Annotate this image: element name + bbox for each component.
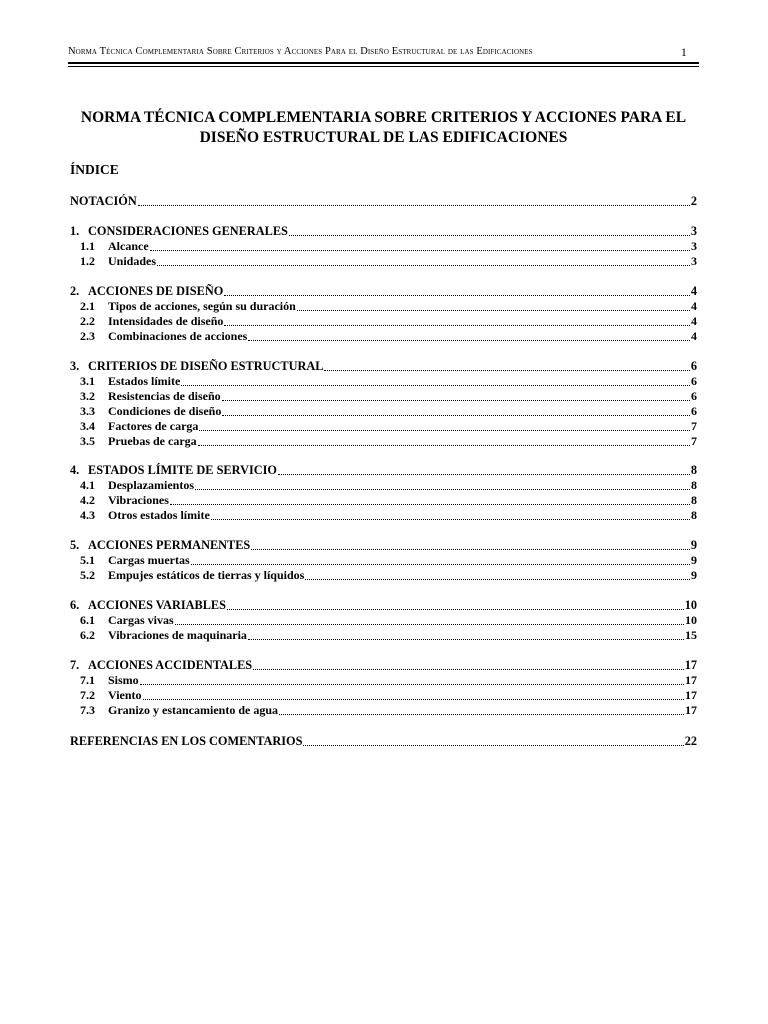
toc-leader-dots <box>253 658 684 670</box>
toc-entry-label: Cargas muertas <box>108 553 190 567</box>
toc-entry-label: ACCIONES VARIABLES <box>88 598 226 612</box>
toc-entry-number: 3.5 <box>80 434 95 448</box>
toc-entry-page: 7 <box>691 434 697 448</box>
toc-entry-page: 10 <box>684 598 697 612</box>
toc-entry-label: ACCIONES ACCIDENTALES <box>88 658 253 672</box>
toc-entry-page: 8 <box>691 508 697 522</box>
toc-entry-label: Otros estados límite <box>108 508 210 522</box>
toc-entry-label: Granizo y estancamiento de agua <box>108 703 278 717</box>
toc-entry-s6-2[interactable] <box>70 628 697 643</box>
toc-entry-s7-1[interactable] <box>70 673 697 688</box>
toc-entry-label: Resistencias de diseño <box>108 389 221 403</box>
toc-leader-dots <box>224 314 690 326</box>
toc-entry-number: 1.2 <box>80 254 95 268</box>
toc-entry-label: REFERENCIAS EN LOS COMENTARIOS <box>70 734 303 748</box>
toc-entry-s3[interactable] <box>70 359 697 374</box>
toc-entry-s5[interactable] <box>70 538 697 553</box>
toc-entry-page: 15 <box>685 628 697 642</box>
toc-entry-s7[interactable] <box>70 658 697 673</box>
toc-entry-number: 6.2 <box>80 628 95 642</box>
toc-entry-label: ESTADOS LÍMITE DE SERVICIO <box>88 463 277 477</box>
toc-entry-number: 2.3 <box>80 329 95 343</box>
toc-entry-s3-2[interactable] <box>70 389 697 404</box>
toc-entry-number: 3.2 <box>80 389 95 403</box>
toc-leader-dots <box>143 688 684 700</box>
toc-entry-s6-1[interactable] <box>70 613 697 628</box>
toc-entry-page: 7 <box>691 419 697 433</box>
toc-entry-page: 10 <box>685 613 697 627</box>
toc-leader-dots <box>157 254 690 266</box>
toc-entry-label: Desplazamientos <box>108 478 194 492</box>
toc-entry-label: Condiciones de diseño <box>108 404 222 418</box>
toc-leader-dots <box>198 434 690 446</box>
toc-entry-page: 3 <box>690 224 697 238</box>
toc-entry-number: 3. <box>70 359 80 373</box>
toc-entry-number: 7.1 <box>80 673 95 687</box>
document-title-line-1: NORMA TÉCNICA COMPLEMENTARIA SOBRE CRITERIOS Y ACCIONES PARA EL <box>80 109 687 126</box>
toc-leader-dots <box>170 493 690 505</box>
toc-leader-dots <box>227 598 684 610</box>
toc-entry-number: 1. <box>70 224 80 238</box>
toc-leader-dots <box>140 673 684 685</box>
toc-entry-label: Factores de carga <box>108 419 199 433</box>
toc-entry-label: Pruebas de carga <box>108 434 197 448</box>
toc-leader-dots <box>195 478 690 490</box>
toc-entry-label: Unidades <box>108 254 157 268</box>
toc-leader-dots <box>181 374 690 386</box>
toc-entry-s3-4[interactable] <box>70 419 697 434</box>
running-header <box>68 44 699 62</box>
toc-leader-dots <box>224 284 690 296</box>
toc-entry-label: NOTACIÓN <box>70 194 137 208</box>
toc-entry-page: 17 <box>685 703 697 717</box>
toc-entry-page: 17 <box>685 688 697 702</box>
toc-entry-page: 6 <box>691 389 697 403</box>
toc-entry-number: 6.1 <box>80 613 95 627</box>
toc-entry-label: ACCIONES DE DISEÑO <box>88 284 224 298</box>
toc-entry-s5-2[interactable] <box>70 568 697 583</box>
toc-leader-dots <box>150 239 690 251</box>
toc-entry-label: Viento <box>108 688 142 702</box>
toc-entry-number: 5.2 <box>80 568 95 582</box>
toc-entry-page: 4 <box>690 284 697 298</box>
toc-entry-number: 7. <box>70 658 80 672</box>
toc-leader-dots <box>289 224 690 236</box>
toc-entry-number: 2. <box>70 284 80 298</box>
toc-leader-dots <box>138 194 690 206</box>
toc-leader-dots <box>251 538 690 550</box>
toc-entry-page: 9 <box>691 568 697 582</box>
toc-entry-label: CRITERIOS DE DISEÑO ESTRUCTURAL <box>88 359 324 373</box>
toc-entry-page: 9 <box>691 553 697 567</box>
toc-entry-notacion[interactable] <box>70 194 697 209</box>
toc-entry-page: 8 <box>691 493 697 507</box>
toc-entry-s4-2[interactable] <box>70 493 697 508</box>
toc-entry-s4[interactable] <box>70 463 697 478</box>
toc-leader-dots <box>175 613 684 625</box>
toc-entry-s2[interactable] <box>70 284 697 299</box>
toc-entry-label: Vibraciones de maquinaria <box>108 628 247 642</box>
toc-entry-number: 4.2 <box>80 493 95 507</box>
toc-entry-number: 7.3 <box>80 703 95 717</box>
toc-entry-s3-1[interactable] <box>70 374 697 389</box>
toc-entry-label: ACCIONES PERMANENTES <box>88 538 251 552</box>
toc-entry-number: 3.4 <box>80 419 95 433</box>
toc-leader-dots <box>303 734 683 746</box>
toc-entry-page: 2 <box>690 194 697 208</box>
toc-leader-dots <box>248 628 684 640</box>
index-heading: ÍNDICE <box>70 162 119 177</box>
toc-entry-label: Vibraciones <box>108 493 169 507</box>
toc-leader-dots <box>324 359 689 371</box>
toc-leader-dots <box>279 703 684 715</box>
toc-entry-label: Intensidades de diseño <box>108 314 224 328</box>
toc-entry-number: 5.1 <box>80 553 95 567</box>
toc-entry-s3-3[interactable] <box>70 404 697 419</box>
toc-leader-dots <box>248 329 690 341</box>
toc-entry-page: 6 <box>691 374 697 388</box>
header-rule-thick <box>68 62 699 64</box>
toc-entry-s4-3[interactable] <box>70 508 697 523</box>
toc-entry-referencias[interactable] <box>70 734 697 749</box>
toc-leader-dots <box>199 419 690 431</box>
toc-entry-number: 3.3 <box>80 404 95 418</box>
toc-entry-s6[interactable] <box>70 598 697 613</box>
toc-leader-dots <box>297 299 690 311</box>
document-title-line-2: DISEÑO ESTRUCTURAL DE LAS EDIFICACIONES <box>199 129 568 146</box>
header-rule-thin <box>68 66 699 67</box>
toc-leader-dots <box>278 463 690 475</box>
toc-entry-s2-3[interactable] <box>70 329 697 344</box>
toc-entry-number: 7.2 <box>80 688 95 702</box>
toc-entry-page: 8 <box>690 463 697 477</box>
toc-entry-page: 4 <box>691 329 697 343</box>
page-number: 1 <box>680 45 687 59</box>
toc-entry-page: 4 <box>691 299 697 313</box>
document-title <box>68 108 699 148</box>
toc-entry-number: 3.1 <box>80 374 95 388</box>
toc-entry-s5-1[interactable] <box>70 553 697 568</box>
toc-entry-page: 8 <box>691 478 697 492</box>
toc-entry-s7-3[interactable] <box>70 703 697 718</box>
toc-leader-dots <box>191 553 690 565</box>
toc-entry-label: Tipos de acciones, según su duración <box>108 299 296 313</box>
toc-entry-label: Cargas vivas <box>108 613 174 627</box>
toc-entry-number: 2.2 <box>80 314 95 328</box>
toc-entry-number: 6. <box>70 598 80 612</box>
toc-entry-page: 3 <box>691 254 697 268</box>
toc-entry-label: CONSIDERACIONES GENERALES <box>88 224 288 238</box>
toc-leader-dots <box>305 568 690 580</box>
toc-entry-page: 9 <box>690 538 697 552</box>
running-header-title: Norma Técnica Complementaria Sobre Criterios y Acciones Para el Diseño Estructural de las Edificaciones <box>68 46 533 57</box>
toc-entry-page: 17 <box>684 658 697 672</box>
toc-entry-label: Combinaciones de acciones <box>108 329 248 343</box>
toc-leader-dots <box>222 404 690 416</box>
toc-entry-s2-2[interactable] <box>70 314 697 329</box>
toc-entry-label: Sismo <box>108 673 139 687</box>
toc-entry-number: 2.1 <box>80 299 95 313</box>
toc-entry-page: 6 <box>690 359 697 373</box>
toc-entry-s7-2[interactable] <box>70 688 697 703</box>
toc-entry-s3-5[interactable] <box>70 434 697 449</box>
toc-entry-page: 17 <box>685 673 697 687</box>
toc-entry-s1[interactable] <box>70 224 697 239</box>
toc-entry-number: 4.3 <box>80 508 95 522</box>
toc-entry-s2-1[interactable] <box>70 299 697 314</box>
toc-entry-number: 5. <box>70 538 80 552</box>
toc-entry-page: 6 <box>691 404 697 418</box>
toc-leader-dots <box>222 389 690 401</box>
toc-leader-dots <box>211 508 690 520</box>
toc-entry-label: Empujes estáticos de tierras y líquidos <box>108 568 305 582</box>
toc-entry-label: Alcance <box>108 239 149 253</box>
toc-entry-number: 1.1 <box>80 239 95 253</box>
toc-entry-page: 3 <box>691 239 697 253</box>
toc-entry-s4-1[interactable] <box>70 478 697 493</box>
toc-entry-number: 4.1 <box>80 478 95 492</box>
toc-entry-s1-2[interactable] <box>70 254 697 269</box>
toc-entry-number: 4. <box>70 463 80 477</box>
toc-entry-page: 22 <box>684 734 697 748</box>
toc-entry-page: 4 <box>691 314 697 328</box>
toc-entry-label: Estados límite <box>108 374 181 388</box>
toc-entry-s1-1[interactable] <box>70 239 697 254</box>
